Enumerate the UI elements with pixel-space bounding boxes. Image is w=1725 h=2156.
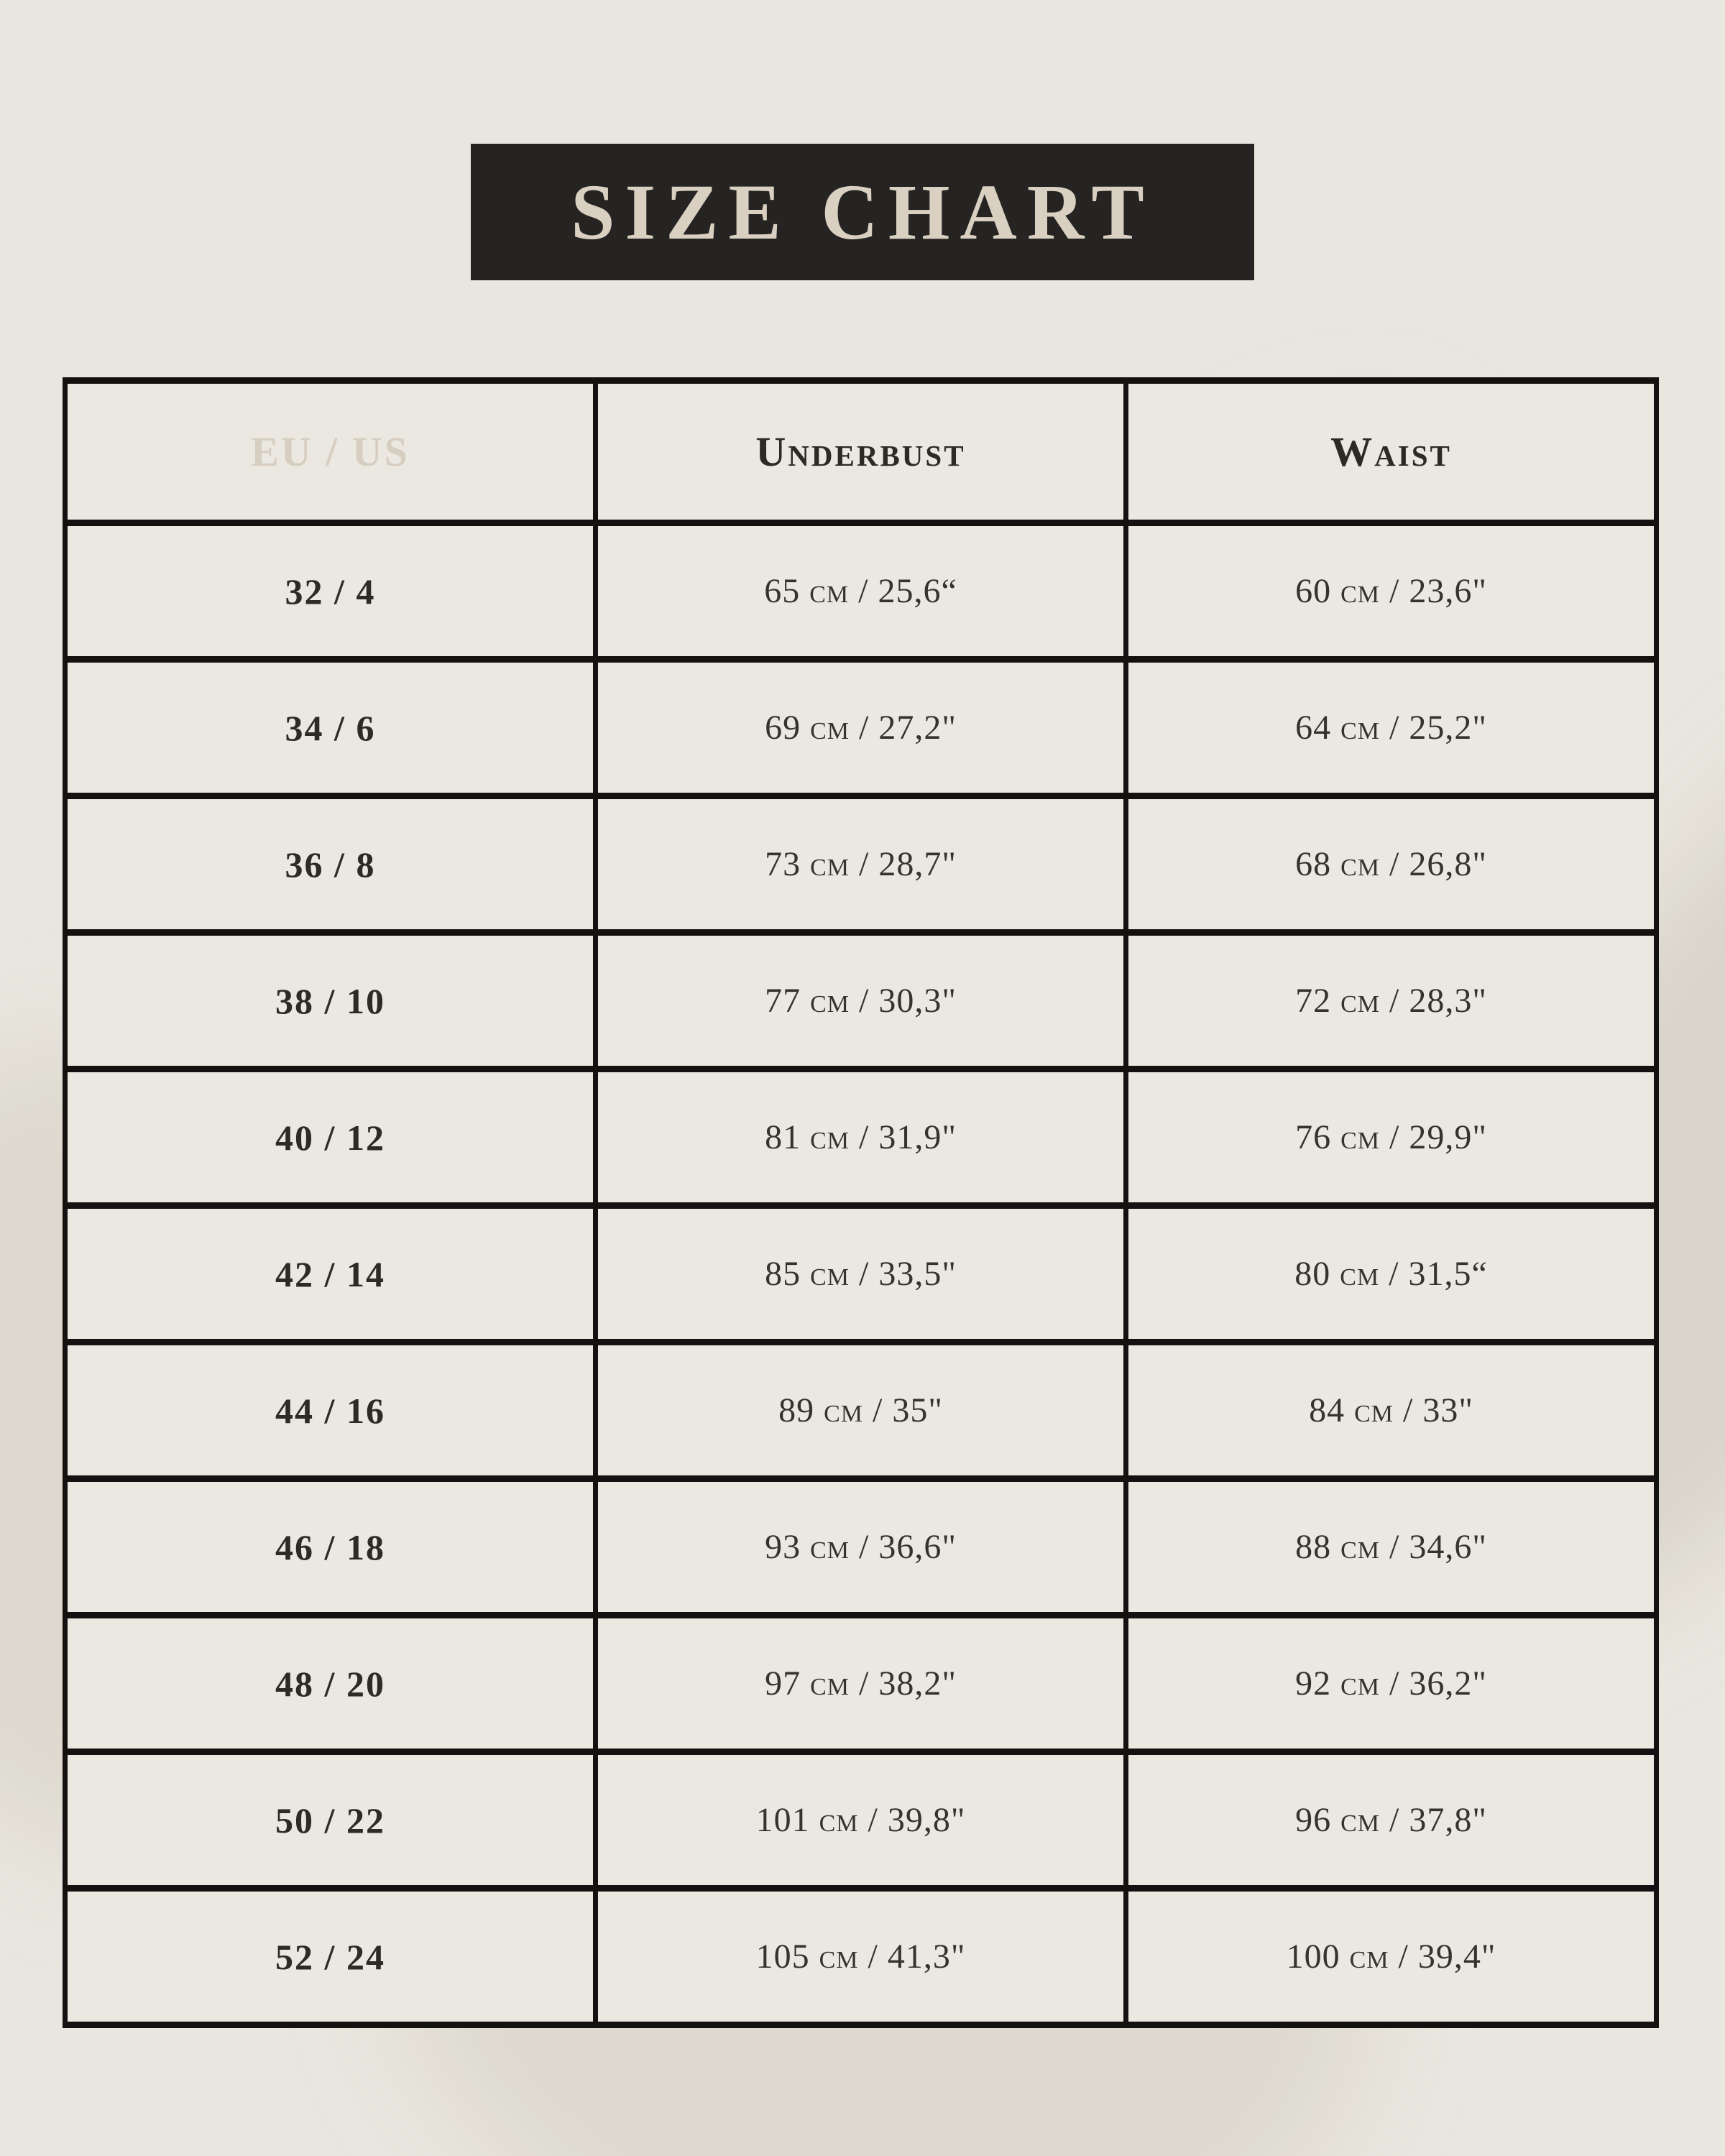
- size-cell: 34 / 6: [65, 660, 596, 796]
- table-body: [65, 523, 1657, 2025]
- waist-cell: 96 cm / 37,8": [1126, 1752, 1657, 1889]
- waist-cell: 60 cm / 23,6": [1126, 523, 1657, 660]
- size-cell: 48 / 20: [65, 1616, 596, 1752]
- header-waist: Waist: [1126, 381, 1657, 523]
- underbust-cell: 69 cm / 27,2": [596, 660, 1126, 796]
- table-row: [65, 1206, 1657, 1342]
- waist-cell: 84 cm / 33": [1126, 1342, 1657, 1479]
- underbust-cell: 101 cm / 39,8": [596, 1752, 1126, 1889]
- header-row: [65, 381, 1657, 523]
- size-chart-table: [63, 377, 1659, 2028]
- table-row: [65, 1479, 1657, 1616]
- waist-cell: 88 cm / 34,6": [1126, 1479, 1657, 1616]
- size-cell: 38 / 10: [65, 933, 596, 1069]
- underbust-cell: 105 cm / 41,3": [596, 1889, 1126, 2025]
- underbust-cell: 81 cm / 31,9": [596, 1069, 1126, 1206]
- size-cell: 46 / 18: [65, 1479, 596, 1616]
- underbust-cell: 93 cm / 36,6": [596, 1479, 1126, 1616]
- table-row: [65, 1889, 1657, 2025]
- underbust-cell: 77 cm / 30,3": [596, 933, 1126, 1069]
- size-cell: 44 / 16: [65, 1342, 596, 1479]
- underbust-cell: 89 cm / 35": [596, 1342, 1126, 1479]
- table-row: [65, 1069, 1657, 1206]
- underbust-cell: 97 cm / 38,2": [596, 1616, 1126, 1752]
- waist-cell: 72 cm / 28,3": [1126, 933, 1657, 1069]
- page-title: SIZE CHART: [571, 167, 1154, 256]
- waist-cell: 64 cm / 25,2": [1126, 660, 1657, 796]
- table-row: [65, 1752, 1657, 1889]
- waist-cell: 100 cm / 39,4": [1126, 1889, 1657, 2025]
- table-row: [65, 933, 1657, 1069]
- underbust-cell: 85 cm / 33,5": [596, 1206, 1126, 1342]
- waist-cell: 68 cm / 26,8": [1126, 796, 1657, 933]
- table-row: [65, 1342, 1657, 1479]
- size-cell: 42 / 14: [65, 1206, 596, 1342]
- size-cell: 52 / 24: [65, 1889, 596, 2025]
- header-underbust: Underbust: [596, 381, 1126, 523]
- size-cell: 32 / 4: [65, 523, 596, 660]
- underbust-cell: 65 cm / 25,6“: [596, 523, 1126, 660]
- table-row: [65, 523, 1657, 660]
- table-row: [65, 1616, 1657, 1752]
- size-cell: 40 / 12: [65, 1069, 596, 1206]
- header-eu-us: EU / US: [65, 381, 596, 523]
- waist-cell: 92 cm / 36,2": [1126, 1616, 1657, 1752]
- waist-cell: 76 cm / 29,9": [1126, 1069, 1657, 1206]
- size-cell: 36 / 8: [65, 796, 596, 933]
- waist-cell: 80 cm / 31,5“: [1126, 1206, 1657, 1342]
- table-row: [65, 796, 1657, 933]
- table-header: [65, 381, 1657, 523]
- size-cell: 50 / 22: [65, 1752, 596, 1889]
- title-banner: [471, 144, 1254, 280]
- underbust-cell: 73 cm / 28,7": [596, 796, 1126, 933]
- table-row: [65, 660, 1657, 796]
